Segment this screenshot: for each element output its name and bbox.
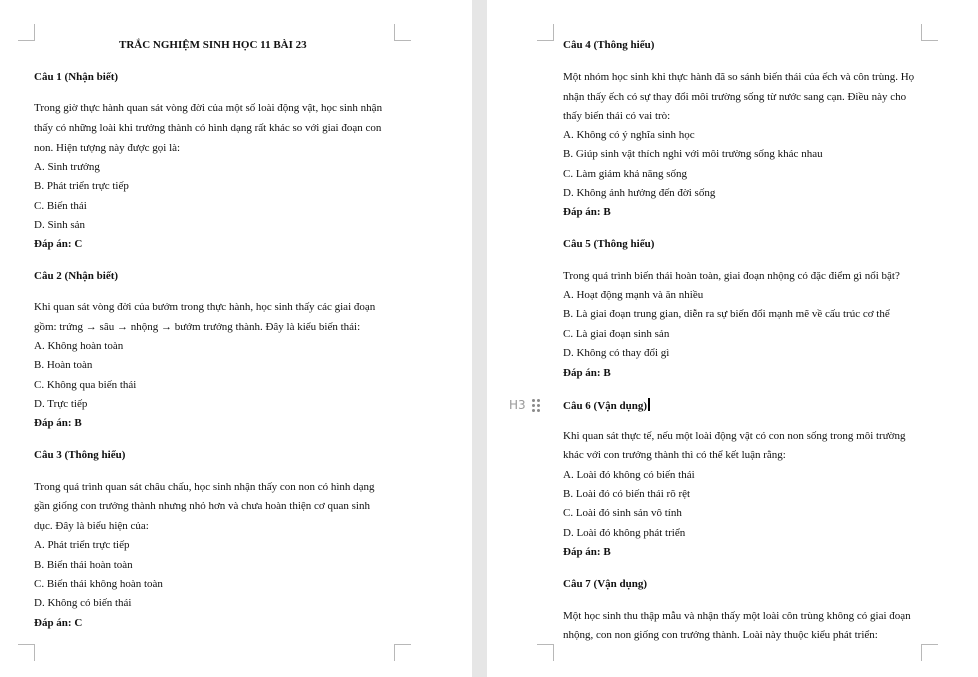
page-gap — [472, 0, 487, 677]
crop-mark — [18, 644, 35, 661]
answer-option[interactable]: B. Loài đó có biến thái rõ rệt — [563, 488, 691, 500]
question-text[interactable]: nhận thấy ếch có sự thay đổi môi trường sống từ nước sang cạn. Điều này cho — [563, 91, 907, 103]
crop-mark — [18, 24, 35, 41]
question-text[interactable]: Trong giờ thực hành quan sát vòng đời của một số loài động vật, học sinh nhận — [34, 102, 383, 114]
question-text[interactable]: dục. Đây là biểu hiện của: — [34, 520, 149, 532]
answer-option[interactable]: A. Không hoàn toàn — [34, 340, 124, 352]
answer-option[interactable]: D. Sinh sản — [34, 219, 86, 231]
answer-option[interactable]: D. Không có biến thái — [34, 597, 132, 609]
question-text[interactable]: Một học sinh thu thập mẫu và nhận thấy một loài côn trùng không có giai đoạn — [563, 610, 911, 622]
answer-option[interactable]: D. Không ảnh hưởng đến đời sống — [563, 187, 716, 199]
crop-mark — [394, 644, 411, 661]
crop-mark — [921, 24, 938, 41]
answer-option[interactable]: A. Phát triển trực tiếp — [34, 539, 130, 551]
answer-option[interactable]: D. Không có thay đổi gì — [563, 347, 670, 359]
question-text[interactable]: Trong quá trình quan sát châu chấu, học sinh nhận thấy con non có hình dạng — [34, 481, 375, 493]
question-text[interactable]: thấy có những loài khi trưởng thành có hình dạng rất khác so với giai đoạn con — [34, 122, 382, 134]
question-text[interactable]: non. Hiện tượng này được gọi là: — [34, 142, 181, 154]
answer-option[interactable]: C. Làm giảm khả năng sống — [563, 168, 688, 180]
text-cursor — [648, 398, 650, 411]
answer-option[interactable]: B. Biến thái hoàn toàn — [34, 559, 133, 571]
answer-option[interactable]: B. Là giai đoạn trung gian, diễn ra sự biến đổi mạnh mẽ về cấu trúc cơ thể — [563, 308, 890, 320]
answer-option[interactable]: B. Giúp sinh vật thích nghi với môi trường sống khác nhau — [563, 148, 823, 160]
question-heading-active[interactable] — [563, 398, 650, 413]
answer-key[interactable]: Đáp án: B — [563, 367, 611, 379]
drag-handle-icon[interactable] — [532, 399, 540, 412]
answer-option[interactable]: D. Trực tiếp — [34, 398, 88, 410]
answer-key[interactable]: Đáp án: C — [34, 238, 83, 250]
answer-option[interactable]: A. Hoạt động mạnh và ăn nhiều — [563, 289, 704, 301]
question-text[interactable]: Một nhóm học sinh khi thực hành đã so sánh biến thái của ếch và côn trùng. Họ — [563, 71, 915, 83]
document-page-left[interactable] — [0, 0, 472, 677]
heading-level-marker: H3 — [509, 398, 526, 412]
answer-key[interactable]: Đáp án: B — [563, 546, 611, 558]
question-heading[interactable]: Câu 5 (Thông hiểu) — [563, 238, 655, 250]
answer-option[interactable]: A. Loài đó không có biến thái — [563, 469, 695, 481]
document-title[interactable]: TRẮC NGHIỆM SINH HỌC 11 BÀI 23 — [119, 39, 307, 51]
answer-option[interactable]: A. Không có ý nghĩa sinh học — [563, 129, 695, 141]
crop-mark — [537, 24, 554, 41]
question-heading-text[interactable]: Câu 6 (Vận dụng) — [563, 400, 648, 412]
question-text[interactable]: gần giống con trưởng thành nhưng nhỏ hơn và chưa hoàn thiện cơ quan sinh — [34, 500, 370, 512]
question-text[interactable]: gồm: trứng → sâu → nhộng → bướm trưởng thành. Đây là kiểu biến thái: — [34, 321, 361, 333]
answer-option[interactable]: C. Không qua biến thái — [34, 379, 137, 391]
answer-key[interactable]: Đáp án: B — [563, 206, 611, 218]
answer-option[interactable]: B. Hoàn toàn — [34, 359, 93, 371]
crop-mark — [537, 644, 554, 661]
answer-option[interactable]: C. Loài đó sinh sản vô tính — [563, 507, 682, 519]
answer-option[interactable]: C. Biến thái — [34, 200, 87, 212]
question-text[interactable]: nhộng, con non giống con trưởng thành. Loài này thuộc kiểu phát triển: — [563, 629, 878, 641]
question-text[interactable]: thấy biến thái có vai trò: — [563, 110, 671, 122]
question-heading[interactable]: Câu 7 (Vận dụng) — [563, 578, 648, 590]
question-text[interactable]: Khi quan sát vòng đời của bướm trong thực hành, học sinh thấy các giai đoạn — [34, 301, 376, 313]
document-page-right[interactable] — [487, 0, 978, 677]
answer-option[interactable]: B. Phát triển trực tiếp — [34, 180, 129, 192]
question-heading[interactable]: Câu 4 (Thông hiểu) — [563, 39, 655, 51]
question-text[interactable]: Trong quá trình biến thái hoàn toàn, giai đoạn nhộng có đặc điểm gì nổi bật? — [563, 270, 900, 282]
answer-key[interactable]: Đáp án: C — [34, 617, 83, 629]
crop-mark — [394, 24, 411, 41]
answer-option[interactable]: A. Sinh trưởng — [34, 161, 100, 173]
question-heading[interactable]: Câu 2 (Nhận biết) — [34, 270, 119, 282]
answer-option[interactable]: C. Biến thái không hoàn toàn — [34, 578, 163, 590]
block-handle[interactable] — [509, 398, 540, 412]
answer-option[interactable]: C. Là giai đoạn sinh sản — [563, 328, 670, 340]
question-heading[interactable]: Câu 3 (Thông hiểu) — [34, 449, 126, 461]
question-heading[interactable]: Câu 1 (Nhận biết) — [34, 71, 119, 83]
crop-mark — [921, 644, 938, 661]
answer-key[interactable]: Đáp án: B — [34, 417, 82, 429]
question-text[interactable]: Khi quan sát thực tế, nếu một loài động vật có con non sống trong môi trường — [563, 430, 906, 442]
answer-option[interactable]: D. Loài đó không phát triển — [563, 527, 686, 539]
question-text[interactable]: khác với con trưởng thành thì có thể kết luận rằng: — [563, 449, 786, 461]
